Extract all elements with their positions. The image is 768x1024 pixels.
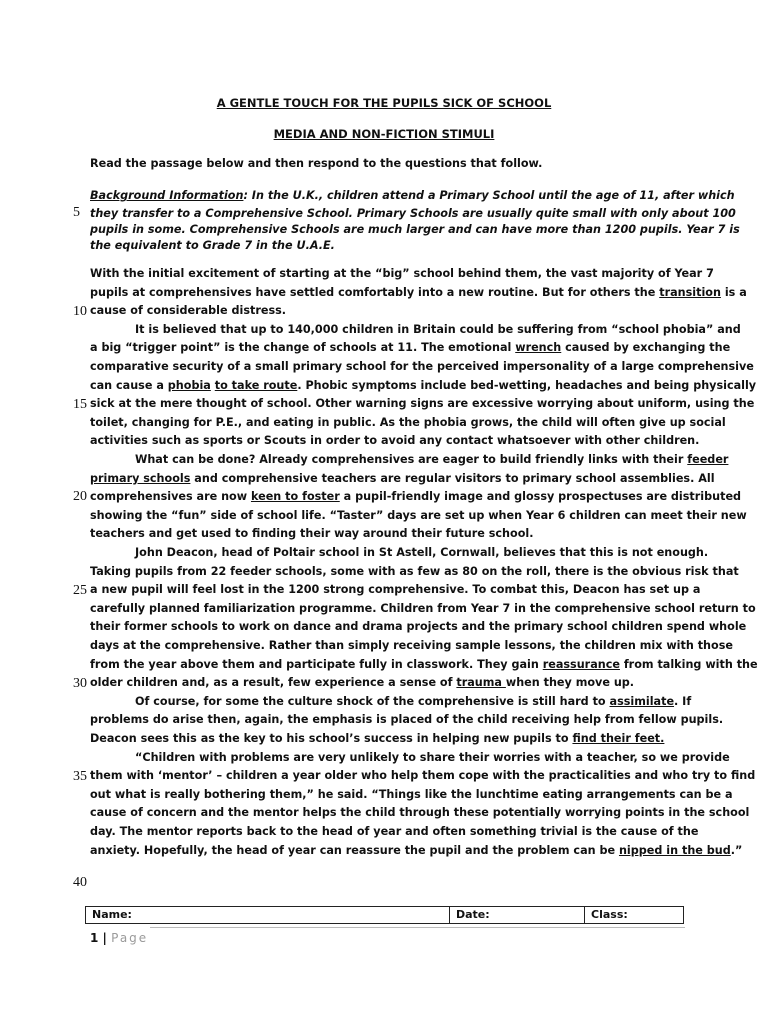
- text-run: cause of considerable distress.: [90, 304, 287, 317]
- text-run: a pupil-friendly image and glossy prospectuses are distributed: [339, 490, 742, 503]
- passage-line: [90, 284, 747, 302]
- line-number: 25: [73, 583, 87, 598]
- passage-line: [90, 488, 741, 506]
- vocab-term: reassurance: [542, 658, 620, 671]
- vocab-term: trauma: [456, 676, 506, 689]
- vocab-term: feeder: [687, 453, 729, 466]
- text-run: and comprehensive teachers are regular visitors to primary school assemblies. All: [190, 472, 715, 485]
- text-run: It is believed that up to 140,000 children in Britain could be suffering from “school phobia” and: [135, 323, 741, 336]
- background-line-2: they transfer to a Comprehensive School. Primary Schools are usually quite small with only about 100: [90, 207, 736, 220]
- passage-line: [90, 804, 749, 822]
- text-run: from the year above them and participate fully in classwork. They gain: [90, 658, 543, 671]
- text-run: With the initial excitement of starting at the “big” school behind them, the vast majority of Year 7: [90, 267, 714, 280]
- class-cell[interactable]: Class:: [591, 908, 628, 921]
- vocab-term: find their feet.: [572, 732, 665, 745]
- text-run: out what is really bothering them,” he said. “Things like the lunchtime eating arrangements can be a: [90, 788, 733, 801]
- text-run: . Phobic symptoms include bed-wetting, headaches and being physically: [297, 379, 757, 392]
- line-number: 30: [73, 676, 87, 691]
- background-line-1: Background Information: In the U.K., children attend a Primary School until the age of 11, after which: [90, 189, 735, 202]
- passage-line: [90, 563, 739, 581]
- footer-rule: [150, 927, 685, 928]
- document-title: A GENTLE TOUCH FOR THE PUPILS SICK OF SCHOOL: [216, 96, 552, 110]
- document-subtitle: MEDIA AND NON-FICTION STIMULI: [273, 127, 495, 141]
- name-cell[interactable]: Name:: [86, 907, 450, 923]
- text-run: is a: [720, 286, 747, 299]
- passage-line: [90, 767, 755, 785]
- text-run: John Deacon, head of Poltair school in St Astell, Cornwall, believes that this is not enough.: [135, 546, 709, 559]
- text-run: sick at the mere thought of school. Other warning signs are excessive worrying about uniform, using the: [90, 397, 755, 410]
- text-run: caused by exchanging the: [561, 341, 731, 354]
- passage-line: [90, 637, 733, 655]
- text-run: day. The mentor reports back to the head of year and often something trivial is the cause of the: [90, 825, 699, 838]
- passage-line: [90, 656, 758, 674]
- text-run: anxiety. Hopefully, the head of year can reassure the pupil and the problem can be: [90, 844, 619, 857]
- passage-line: [90, 618, 746, 636]
- vocab-term: primary schools: [90, 472, 191, 485]
- text-run: .”: [730, 844, 743, 857]
- line-number: 35: [73, 769, 87, 784]
- passage-line: [90, 339, 730, 357]
- vocab-term: assimilate: [609, 695, 675, 708]
- student-info-table: [85, 906, 684, 924]
- text-run: older children and, as a result, few experience a sense of: [90, 676, 457, 689]
- line-number: 15: [73, 397, 87, 412]
- instruction-text: Read the passage below and then respond to the questions that follow.: [90, 157, 543, 170]
- vocab-term: to take route: [214, 379, 298, 392]
- passage-line: [90, 470, 715, 488]
- vocab-term: keen to foster: [250, 490, 340, 503]
- line-number: 10: [73, 304, 87, 319]
- text-run: Taking pupils from 22 feeder schools, some with as few as 80 on the roll, there is the obvious risk that: [90, 565, 739, 578]
- passage-line: [90, 265, 714, 283]
- passage-line: [90, 730, 664, 748]
- text-run: . If: [674, 695, 692, 708]
- passage-line: [135, 451, 728, 469]
- passage-line: [135, 749, 730, 767]
- passage-line: [90, 302, 286, 320]
- text-run: pupils at comprehensives have settled comfortably into a new routine. But for others the: [90, 286, 660, 299]
- background-line-4: the equivalent to Grade 7 in the U.A.E.: [90, 239, 335, 252]
- text-run: comparative security of a small primary school for the perceived impersonality of a large comprehensive: [90, 360, 754, 373]
- text-run: showing the “fun” side of school life. “Taster” days are set up when Year 6 children can meet their new: [90, 509, 747, 522]
- passage-line: [90, 507, 747, 525]
- text-run: them with ‘mentor’ – children a year older who help them cope with the practicalities and who try to find: [90, 769, 756, 782]
- passage-line: [90, 600, 756, 618]
- passage-line: [90, 525, 533, 543]
- text-run: cause of concern and the mentor helps the child through these potentially worrying points in the school: [90, 806, 750, 819]
- page-number: 1 | Page: [90, 931, 149, 945]
- line-number: 20: [73, 489, 87, 504]
- text-run: activities such as sports or Scouts in order to avoid any contact whatsoever with other children.: [90, 434, 700, 447]
- text-run: problems do arise then, again, the emphasis is placed of the child receiving help from fellow pupils.: [90, 713, 724, 726]
- passage-line: [90, 581, 700, 599]
- passage-line: [90, 377, 756, 395]
- passage-line: [135, 544, 708, 562]
- vocab-term: nipped in the bud: [618, 844, 731, 857]
- vocab-term: wrench: [515, 341, 562, 354]
- line-number: 5: [73, 205, 80, 220]
- text-run: days at the comprehensive. Rather than simply receiving sample lessons, the children mix with those: [90, 639, 733, 652]
- text-run: Deacon sees this as the key to his school’s success in helping new pupils to: [90, 732, 573, 745]
- text-run: “Children with problems are very unlikely to share their worries with a teacher, so we provide: [135, 751, 730, 764]
- passage-line: [135, 321, 741, 339]
- vocab-term: phobia: [167, 379, 211, 392]
- text-run: What can be done? Already comprehensives are eager to build friendly links with their: [135, 453, 688, 466]
- text-run: a new pupil will feel lost in the 1200 strong comprehensive. To combat this, Deacon has set up a: [90, 583, 701, 596]
- text-run: teachers and get used to finding their way around their future school.: [90, 527, 534, 540]
- text-run: from talking with the: [619, 658, 758, 671]
- passage-line: [90, 358, 754, 376]
- text-run: their former schools to work on dance and drama projects and the primary school children spend whole: [90, 620, 747, 633]
- passage-line: [90, 395, 754, 413]
- text-run: comprehensives are now: [90, 490, 251, 503]
- passage-line: [90, 414, 726, 432]
- passage-line: [90, 674, 634, 692]
- background-label: Background Information: [90, 189, 244, 202]
- passage-line: [90, 842, 742, 860]
- passage-line: [90, 823, 698, 841]
- passage-line: [90, 432, 699, 450]
- background-line-3: pupils in some. Comprehensive Schools are much larger and can have more than 1200 pupils. Year 7 is: [90, 223, 740, 236]
- text-run: Of course, for some the culture shock of the comprehensive is still hard to: [135, 695, 610, 708]
- text-run: carefully planned familiarization programme. Children from Year 7 in the comprehensive school return to: [90, 602, 756, 615]
- vocab-term: transition: [659, 286, 721, 299]
- passage-line: [90, 711, 723, 729]
- passage-line: [90, 786, 733, 804]
- date-cell[interactable]: Date:: [450, 907, 585, 923]
- text-run: when they move up.: [505, 676, 635, 689]
- text-run: toilet, changing for P.E., and eating in public. As the phobia grows, the child will often give up social: [90, 416, 726, 429]
- passage-line: [135, 693, 691, 711]
- text-run: can cause a: [90, 379, 168, 392]
- line-number: 40: [73, 875, 87, 890]
- text-run: a big “trigger point” is the change of schools at 11. The emotional: [90, 341, 516, 354]
